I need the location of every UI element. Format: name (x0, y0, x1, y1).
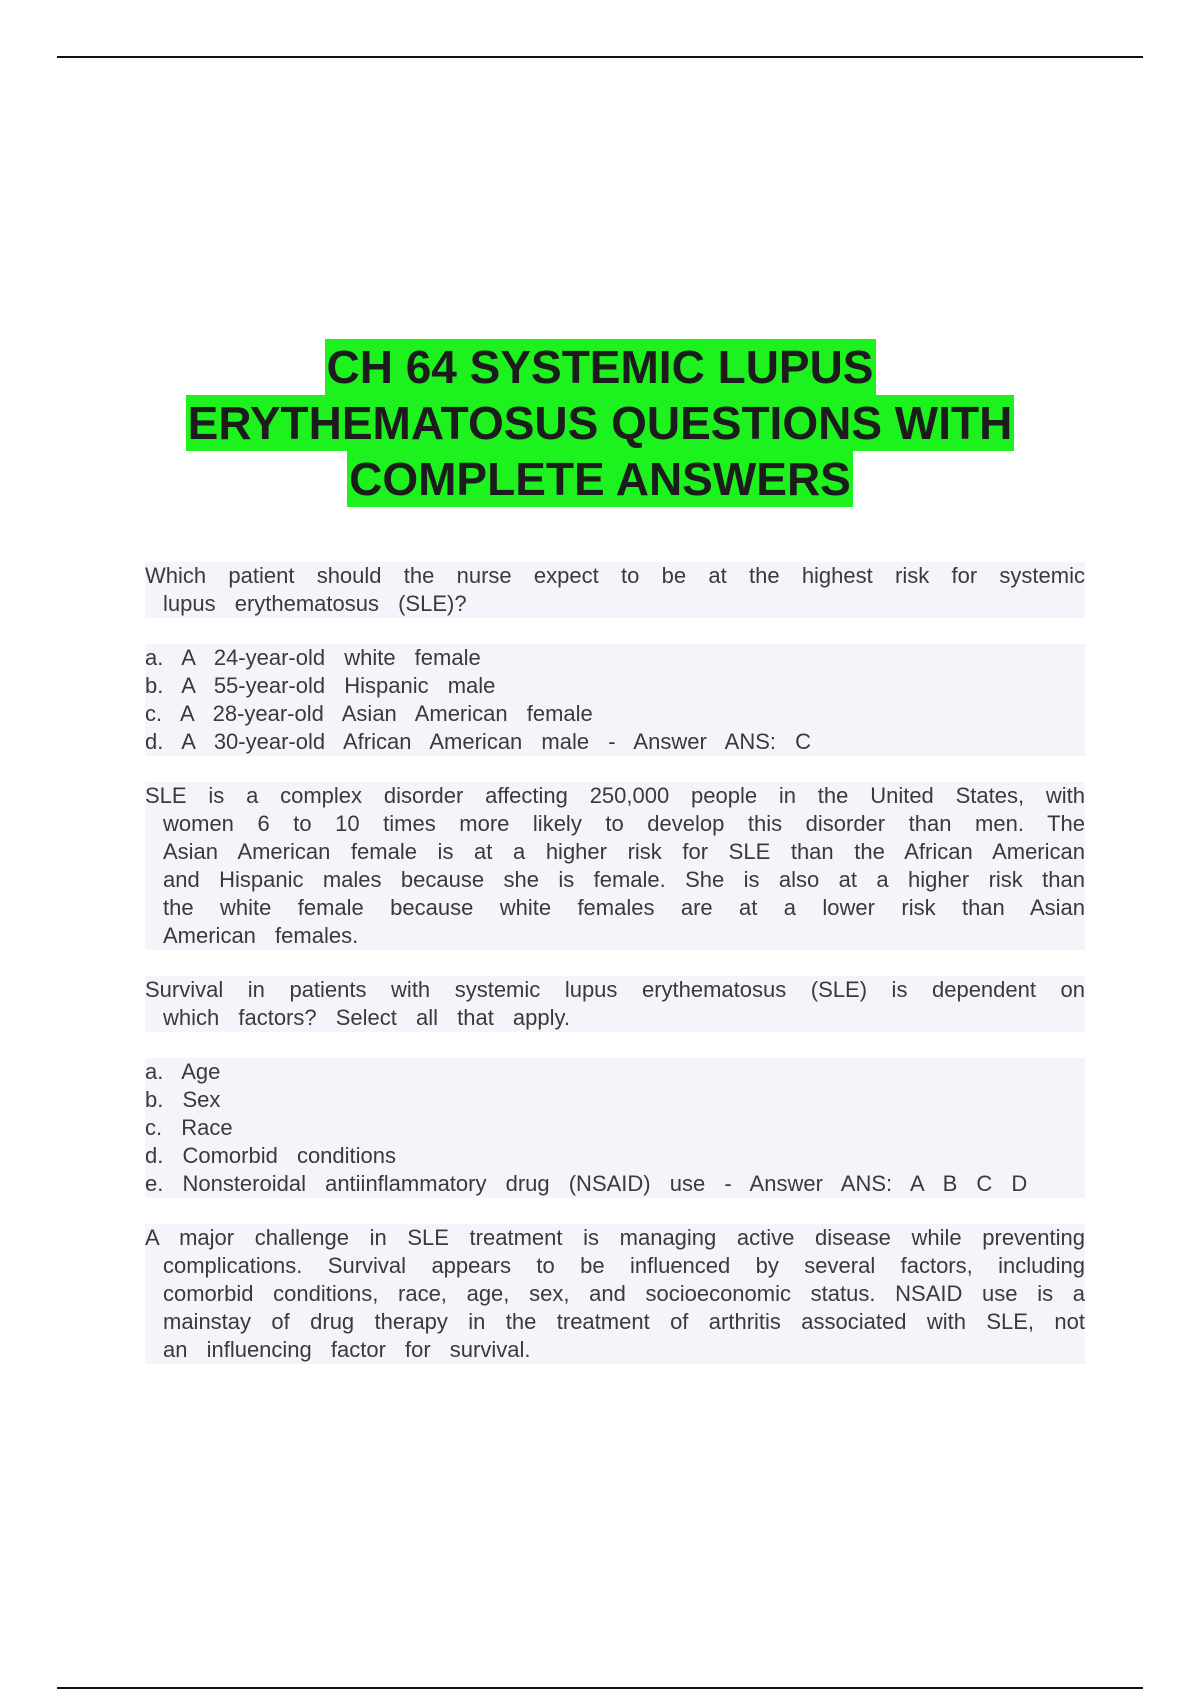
rationale-1: SLE is a complex disorder affecting 250,000 people in the United States, with women 6 to 10 times more likely to develop this disorder than men. The Asian American female is at a higher risk for SLE than the African American and Hispanic males because she is female. She is also at a higher risk than the white female because white females are at a lower risk than Asian American females. (145, 783, 1085, 948)
option-c: c. A 28-year-old Asian American female (145, 700, 1085, 728)
document-body (145, 562, 1085, 1364)
question-1-options (145, 644, 1085, 756)
option-d: d. Comorbid conditions (145, 1142, 1085, 1170)
option-a: a. A 24-year-old white female (145, 644, 1085, 672)
option-b: b. Sex (145, 1086, 1085, 1114)
option-b: b. A 55-year-old Hispanic male (145, 672, 1085, 700)
option-a: a. Age (145, 1058, 1085, 1086)
question-2-options (145, 1058, 1085, 1198)
option-e-answer: e. Nonsteroidal antiinflammatory drug (NSAID) use - Answer ANS: A B C D (145, 1170, 1085, 1198)
rationale-2: A major challenge in SLE treatment is managing active disease while preventing complications. Survival appears to be influenced by several factors, including comorbid conditions, race, age, sex, and socioeconomic status. NSAID use is a mainstay of drug therapy in the treatment of arthritis associated with SLE, not an influencing factor for survival. (145, 1225, 1085, 1362)
document-title (100, 339, 1100, 507)
title-line-3: COMPLETE ANSWERS (349, 453, 851, 505)
title-line-2: ERYTHEMATOSUS QUESTIONS WITH (187, 397, 1013, 449)
top-rule (57, 56, 1143, 58)
question-1: Which patient should the nurse expect to be at the highest risk for systemic lupus erythematosus (SLE)? (145, 563, 1085, 616)
bottom-rule (57, 1687, 1143, 1689)
option-c: c. Race (145, 1114, 1085, 1142)
title-line-1: CH 64 SYSTEMIC LUPUS (326, 341, 874, 393)
question-2: Survival in patients with systemic lupus erythematosus (SLE) is dependent on which factors? Select all that apply. (145, 977, 1085, 1030)
option-d-answer: d. A 30-year-old African American male - Answer ANS: C (145, 728, 1085, 756)
